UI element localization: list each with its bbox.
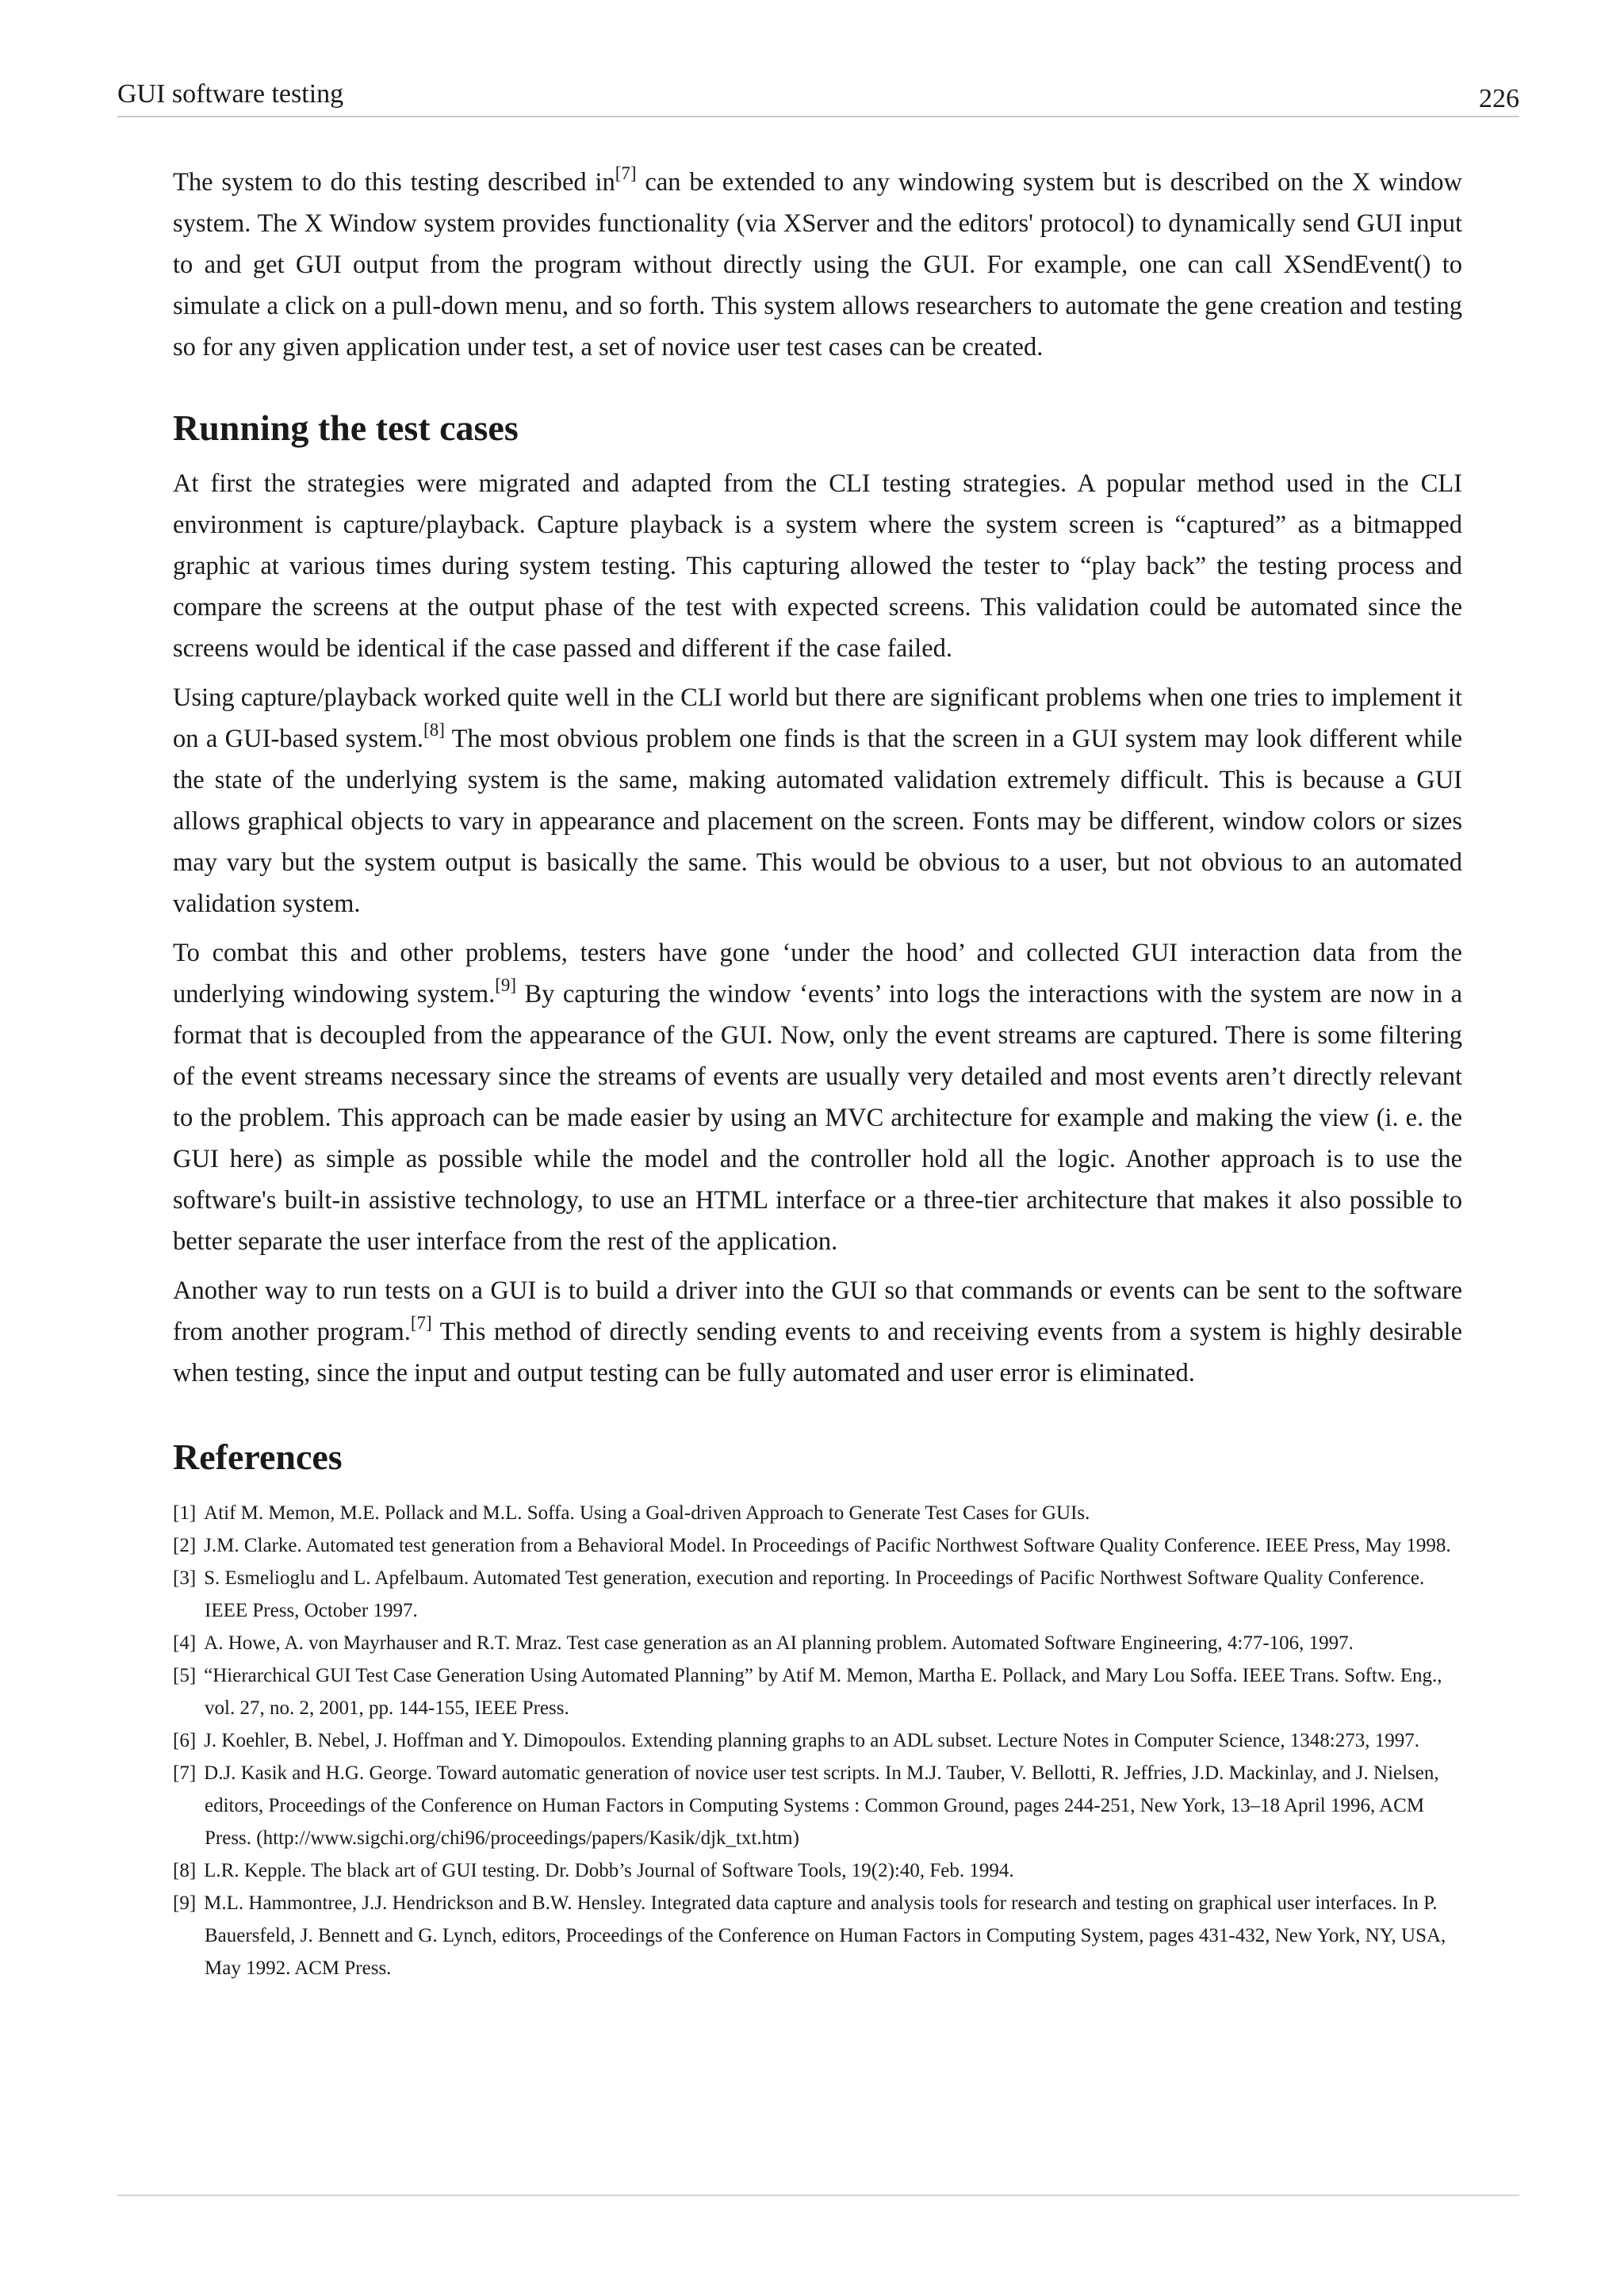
reference-number: [8] bbox=[173, 1860, 197, 1881]
citation-link[interactable]: [7] bbox=[410, 1313, 432, 1334]
reference-item bbox=[173, 1529, 1462, 1562]
reference-text: J.M. Clarke. Automated test generation from a Behavioral Model. In Proceedings of Pacific Northwest Software Quality Conference. IEEE Press, May 1998. bbox=[204, 1535, 1451, 1556]
page-header bbox=[117, 76, 1519, 117]
footer-divider bbox=[117, 2195, 1519, 2196]
reference-item bbox=[173, 1854, 1462, 1887]
reference-number: [1] bbox=[173, 1502, 197, 1524]
reference-number: [4] bbox=[173, 1632, 197, 1654]
reference-item bbox=[173, 1887, 1462, 1984]
intro-text-end: can be extended to any windowing system but is described on the X window system. The X Window system provides functionality (via XServer and the editors' protocol) to dynamically send GUI input to and get GUI output from the program without directly using the GUI. For example, one can call XSendEvent() to simulate a click on a pull-down menu, and so forth. This system allows researchers to automate the gene creation and testing so for any given application under test, a set of novice user test cases can be created. bbox=[173, 168, 1462, 362]
reference-text: A. Howe, A. von Mayrhauser and R.T. Mraz. Test case generation as an AI planning problem. Automated Software Engineering, 4:77-106, 1997. bbox=[204, 1632, 1354, 1654]
reference-text: J. Koehler, B. Nebel, J. Hoffman and Y. Dimopoulos. Extending planning graphs to an ADL subset. Lecture Notes in Computer Science, 1348:273, 1997. bbox=[204, 1730, 1419, 1751]
paragraph-text-end: This method of directly sending events to and receiving events from a system is highly desirable when testing, since the input and output testing can be fully automated and user error is eliminated. bbox=[173, 1318, 1463, 1387]
reference-text: L.R. Kepple. The black art of GUI testing. Dr. Dobb’s Journal of Software Tools, 19(2):40, Feb. 1994. bbox=[204, 1860, 1014, 1881]
reference-text: M.L. Hammontree, J.J. Hendrickson and B.W. Hensley. Integrated data capture and analysis tools for research and testing on graphical user interfaces. In P. Bauersfeld, J. Bennett and G. Lynch, editors, Proceedings of the Conference on Human Factors in Computing System, pages 431-432, New York, NY, USA, May 1992. ACM Press. bbox=[204, 1892, 1446, 1979]
reference-list bbox=[173, 1497, 1462, 1984]
citation-link[interactable]: [9] bbox=[495, 975, 517, 996]
paragraph-text-start: Another way to run tests on a GUI is to build a driver into the GUI so that commands or events can be sent to the software from another program. bbox=[173, 1276, 1462, 1346]
reference-item bbox=[173, 1497, 1462, 1529]
reference-number: [2] bbox=[173, 1535, 197, 1556]
reference-text: D.J. Kasik and H.G. George. Toward automatic generation of novice user test scripts. In M.J. Tauber, V. Bellotti, R. Jeffries, J.D. Mackinlay, and J. Nielsen, editors, Proceedings of the Conference on Human Factors in Computing Systems : Common Ground, pages 244-251, New York, 13–18 April 1996, ACM Press. bbox=[204, 1762, 1439, 1849]
article-content bbox=[173, 162, 1462, 1984]
running-paragraph-3 bbox=[173, 932, 1462, 1262]
reference-number: [9] bbox=[173, 1892, 197, 1914]
section-heading-running: Running the test cases bbox=[173, 408, 519, 448]
running-paragraph-2 bbox=[173, 677, 1462, 924]
section-heading-references: References bbox=[173, 1437, 343, 1477]
running-title: GUI software testing bbox=[117, 79, 344, 109]
reference-url-link[interactable]: (http://www.sigchi.org/chi96/proceedings/papers/Kasik/djk_txt.htm) bbox=[256, 1827, 799, 1849]
paragraph-text-end: The most obvious problem one finds is that the screen in a GUI system may look different while the state of the underlying system is the same, making automated validation extremely difficult. This is because a GUI allows graphical objects to vary in appearance and placement on the screen. Fonts may be different, window colors or sizes may vary but the system output is basically the same. This would be obvious to a user, but not obvious to an automated validation system. bbox=[173, 725, 1462, 918]
running-paragraph-4 bbox=[173, 1270, 1462, 1394]
reference-item bbox=[173, 1627, 1462, 1659]
intro-paragraph bbox=[173, 162, 1462, 368]
reference-number: [3] bbox=[173, 1567, 197, 1589]
reference-number: [5] bbox=[173, 1665, 197, 1686]
intro-text-start: The system to do this testing described in bbox=[173, 168, 615, 197]
reference-text: Atif M. Memon, M.E. Pollack and M.L. Soffa. Using a Goal-driven Approach to Generate Test Cases for GUIs. bbox=[204, 1502, 1090, 1524]
reference-number: [6] bbox=[173, 1730, 197, 1751]
reference-item bbox=[173, 1757, 1462, 1854]
reference-item bbox=[173, 1659, 1462, 1724]
reference-number: [7] bbox=[173, 1762, 197, 1784]
reference-item bbox=[173, 1724, 1462, 1757]
reference-text: S. Esmelioglu and L. Apfelbaum. Automated Test generation, execution and reporting. In Proceedings of Pacific Northwest Software Quality Conference. IEEE Press, October 1997. bbox=[204, 1567, 1425, 1621]
reference-text: “Hierarchical GUI Test Case Generation Using Automated Planning” by Atif M. Memon, Martha E. Pollack, and Mary Lou Soffa. IEEE Trans. Softw. Eng., vol. 27, no. 2, 2001, pp. 144-155, IEEE Press. bbox=[204, 1665, 1442, 1719]
paragraph-text-start: To combat this and other problems, testers have gone ‘under the hood’ and collected GUI interaction data from the underlying windowing system. bbox=[173, 939, 1462, 1008]
running-paragraph-1: At first the strategies were migrated and adapted from the CLI testing strategies. A popular method used in the CLI environment is capture/playback. Capture playback is a system where the system screen is “captured” as a bitmapped graphic at various times during system testing. This capturing allowed the tester to “play back” the testing process and compare the screens at the output phase of the test with expected screens. This validation could be automated since the screens would be identical if the case passed and different if the case failed. bbox=[173, 469, 1462, 663]
citation-link[interactable]: [7] bbox=[615, 163, 637, 184]
paragraph-text-start: Using capture/playback worked quite well in the CLI world but there are significant problems when one tries to implement it on a GUI-based system. bbox=[173, 683, 1462, 753]
paragraph-text-end: By capturing the window ‘events’ into logs the interactions with the system are now in a format that is decoupled from the appearance of the GUI. Now, only the event streams are captured. There is some filtering of the event streams necessary since the streams of events are usually very detailed and most events aren’t directly relevant to the problem. This approach can be made easier by using an MVC architecture for example and making the view (i. e. the GUI here) as simple as possible while the model and the controller hold all the logic. Another approach is to use the software's built-in assistive technology, to use an HTML interface or a three-tier architecture that makes it also possible to better separate the user interface from the rest of the application. bbox=[173, 980, 1462, 1256]
reference-item bbox=[173, 1562, 1462, 1627]
page-number: 226 bbox=[1479, 84, 1519, 113]
citation-link[interactable]: [8] bbox=[423, 720, 445, 740]
